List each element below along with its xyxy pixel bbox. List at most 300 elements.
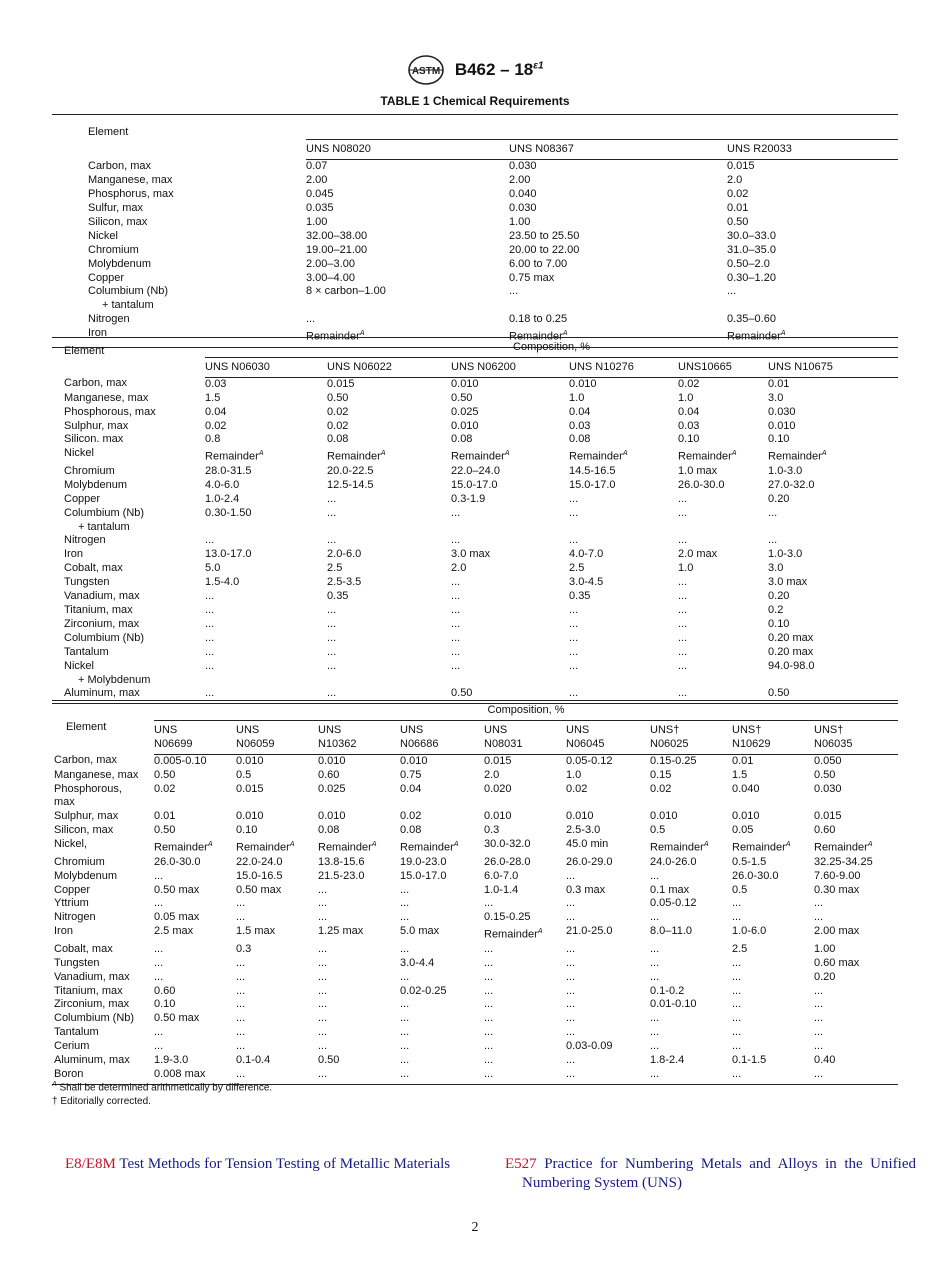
cell [768, 590, 898, 604]
cell [727, 216, 898, 230]
cell [318, 998, 400, 1012]
cell-value: ... [484, 1012, 494, 1025]
cell [650, 783, 732, 811]
cell-value: 2.5 max [154, 925, 194, 938]
element-name [52, 377, 205, 391]
cell-value: 0.07 [306, 160, 328, 173]
cell [768, 406, 898, 420]
cell-value: ... [154, 1040, 164, 1053]
cell-value: 0.1-0.2 [650, 984, 685, 997]
cell [484, 957, 566, 971]
cell-value: ... [678, 590, 688, 603]
cell-value: ... [400, 883, 410, 896]
cell-value: 0.03-0.09 [566, 1040, 613, 1053]
column-header-line1: UNS† [650, 723, 680, 736]
cell-value: 0.02 [400, 810, 422, 823]
element-name [52, 493, 205, 507]
cell [569, 604, 678, 618]
cell [400, 1040, 484, 1054]
column-header: UNS N08367 [509, 140, 727, 160]
table-row [52, 534, 898, 548]
cell [327, 479, 451, 493]
table-row [52, 576, 898, 590]
cell [732, 1040, 814, 1054]
cell-value: 15.0-17.0 [400, 869, 447, 882]
cell-value: 0.50 [154, 824, 176, 837]
cell [814, 998, 898, 1012]
cell-value: ... [566, 1054, 576, 1067]
cell-value: 26.0-30.0 [678, 478, 725, 491]
cell [650, 856, 732, 870]
cell-value: ... [154, 970, 164, 983]
cell-value: ... [236, 1067, 246, 1080]
cell [318, 897, 400, 911]
cell-value: 0.015 [814, 810, 842, 823]
element-label: Manganese, max [88, 174, 173, 187]
element-label: Zirconium, max [54, 998, 130, 1011]
cell-value: ... [306, 313, 316, 326]
cell-value: ... [678, 576, 688, 589]
cell-value: 0.010 [732, 810, 760, 823]
cell-value: 2.00 [306, 174, 328, 187]
cell-value: ... [678, 631, 688, 644]
cell [205, 548, 327, 562]
cell-value: 0.010 [569, 377, 597, 390]
cell [566, 856, 650, 870]
cell-value: 0.010 [400, 754, 428, 767]
column-header [814, 720, 898, 754]
cell [154, 810, 236, 824]
cell-value: ... [318, 883, 328, 896]
footnote-mark: A [622, 450, 628, 458]
cell [484, 998, 566, 1012]
cell [451, 590, 569, 604]
cell-value: ... [484, 897, 494, 910]
cell-value: 0.02 [327, 419, 349, 432]
cell [205, 632, 327, 646]
cell [484, 971, 566, 985]
cell [727, 230, 898, 244]
cell-value: 0.30–1.20 [727, 271, 776, 284]
cell-value: ... [318, 942, 328, 955]
cell-value: 0.60 max [814, 956, 860, 969]
element-name [88, 272, 306, 286]
cell-value: ... [327, 534, 337, 547]
table-row [52, 420, 898, 434]
element-label: Copper [88, 271, 125, 284]
cell [814, 884, 898, 898]
cell [154, 769, 236, 783]
element-label: Columbium (Nb) [88, 285, 169, 298]
cell-value: ... [400, 897, 410, 910]
cell-value: Remainder [327, 451, 381, 463]
table-row [52, 160, 898, 174]
cell-value: ... [569, 645, 579, 658]
element-name [52, 507, 205, 535]
cell-value: 3.0-4.4 [400, 956, 435, 969]
cell [400, 911, 484, 925]
cell-value: ... [650, 970, 660, 983]
cell [318, 1054, 400, 1068]
cell-value: 0.50 [727, 215, 749, 228]
cell [327, 465, 451, 479]
cell-value: 15.0-17.0 [569, 478, 616, 491]
cell-value: ... [318, 1012, 328, 1025]
cell [732, 856, 814, 870]
cell [306, 258, 509, 272]
cell-value: 0.035 [306, 202, 334, 215]
cell [484, 838, 566, 856]
cell-value: ... [327, 603, 337, 616]
cell [650, 911, 732, 925]
cell-value: 8 × carbon–1.00 [306, 285, 386, 298]
element-name [52, 971, 154, 985]
cell-value: ... [566, 1012, 576, 1025]
cell [509, 160, 727, 174]
cell-value: 0.20 [768, 492, 790, 505]
cell-value: ... [650, 942, 660, 955]
cell [678, 562, 768, 576]
table-row [52, 244, 898, 258]
table-row [52, 870, 898, 884]
cell [154, 911, 236, 925]
cell [451, 548, 569, 562]
cell [306, 174, 509, 188]
cell [236, 1040, 318, 1054]
table-row [52, 754, 898, 768]
cell-value: ... [318, 984, 328, 997]
cell [318, 870, 400, 884]
cell [566, 897, 650, 911]
cell [400, 810, 484, 824]
element-label: Manganese, max [54, 768, 139, 781]
cell-value: ... [451, 506, 461, 519]
cell [451, 660, 569, 688]
cell [236, 1054, 318, 1068]
reference-e527[interactable] [505, 1155, 916, 1193]
cell [318, 1068, 400, 1084]
chemical-requirements-table-2 [52, 337, 898, 704]
cell [814, 856, 898, 870]
cell [732, 870, 814, 884]
cell-value: 2.00 max [814, 925, 860, 938]
cell-value: ... [205, 687, 215, 700]
cell [768, 534, 898, 548]
cell [650, 985, 732, 999]
cell [327, 590, 451, 604]
cell-value: ... [566, 970, 576, 983]
element-label: Yttrium [54, 897, 89, 910]
cell [569, 479, 678, 493]
cell-value: ... [566, 897, 576, 910]
cell-value: 0.03 [205, 377, 227, 390]
table-row [52, 590, 898, 604]
cell-value: 0.3-1.9 [451, 492, 486, 505]
cell [727, 285, 898, 313]
cell-value: ... [566, 1067, 576, 1080]
cell-value: ... [650, 1040, 660, 1053]
cell [236, 957, 318, 971]
cell [768, 660, 898, 688]
cell [566, 1068, 650, 1084]
cell-value: ... [569, 631, 579, 644]
cell [732, 897, 814, 911]
cell [732, 884, 814, 898]
element-label: Copper [54, 883, 91, 896]
cell [566, 870, 650, 884]
element-name [52, 810, 154, 824]
element-label: Nickel, [54, 838, 88, 851]
cell [400, 838, 484, 856]
cell [678, 406, 768, 420]
cell [569, 590, 678, 604]
table-row [52, 479, 898, 493]
element-label: Silicon, max [88, 215, 148, 228]
cell [400, 1068, 484, 1084]
cell-value: Remainder [650, 841, 704, 854]
cell [451, 618, 569, 632]
cell [318, 884, 400, 898]
cell-value: 5.0 max [400, 925, 440, 938]
cell-value: Remainder [732, 841, 786, 854]
cell-value: 0.01 [727, 202, 749, 215]
cell-value: ... [400, 1040, 410, 1053]
cell-value: ... [569, 687, 579, 700]
table-row [52, 957, 898, 971]
cell [318, 810, 400, 824]
cell-value: ... [236, 897, 246, 910]
cell-value: 0.02 [205, 419, 227, 432]
element-label: Phosphorous, [54, 782, 122, 795]
element-label: Columbium (Nb) [54, 1012, 135, 1025]
cell-value: 0.05-0.12 [650, 897, 697, 910]
cell [732, 754, 814, 768]
cell-value: 0.35 [569, 590, 591, 603]
cell [566, 838, 650, 856]
cell [451, 447, 569, 465]
cell [732, 769, 814, 783]
element-name [88, 230, 306, 244]
element-name [52, 1012, 154, 1026]
footnote-dagger: † Editorially corrected. [52, 1096, 151, 1107]
cell [484, 810, 566, 824]
cell-value: ... [154, 1026, 164, 1039]
column-header: UNS N06030 [205, 357, 327, 377]
cell-value: 32.00–38.00 [306, 229, 368, 242]
cell [205, 433, 327, 447]
cell [569, 392, 678, 406]
table-row [52, 769, 898, 783]
element-name [52, 783, 154, 811]
cell [678, 604, 768, 618]
cell-value: 0.05 [732, 824, 754, 837]
cell-value: ... [236, 970, 246, 983]
cell-value: 0.025 [451, 405, 479, 418]
cell-value: ... [451, 645, 461, 658]
column-header [154, 720, 236, 754]
cell-value: ... [318, 1026, 328, 1039]
cell [318, 1012, 400, 1026]
cell [327, 660, 451, 688]
footnote-mark: A [380, 450, 386, 458]
astm-logo-icon [406, 54, 446, 86]
cell-value: 0.30-1.50 [205, 506, 252, 519]
cell-value: ... [814, 998, 824, 1011]
cell [768, 420, 898, 434]
table-row [52, 604, 898, 618]
cell [236, 884, 318, 898]
cell [154, 838, 236, 856]
table-row [52, 838, 898, 856]
cell-value: ... [569, 506, 579, 519]
cell [569, 660, 678, 688]
cell-value: ... [732, 970, 742, 983]
element-label: Nickel [64, 447, 94, 460]
table-row [52, 911, 898, 925]
cell [327, 646, 451, 660]
cell-value: 0.30 max [814, 883, 860, 896]
cell-value: 1.9-3.0 [154, 1054, 189, 1067]
column-header: UNS10665 [678, 357, 768, 377]
cell-value: 0.010 [650, 810, 678, 823]
cell [318, 925, 400, 943]
footnote-mark: A [562, 330, 568, 338]
cell-value: ... [236, 1040, 246, 1053]
cell-value: ... [678, 603, 688, 616]
cell [768, 447, 898, 465]
cell-value: 0.50 [451, 687, 473, 700]
element-label: Chromium [54, 855, 105, 868]
cell [205, 377, 327, 391]
table-row [52, 433, 898, 447]
cell [678, 576, 768, 590]
cell-value: 0.04 [400, 782, 422, 795]
cell-value: ... [566, 869, 576, 882]
cell-value: 20.0-22.5 [327, 464, 374, 477]
element-name [52, 420, 205, 434]
column-header [650, 720, 732, 754]
cell [484, 897, 566, 911]
cell-value: 0.18 to 0.25 [509, 313, 568, 326]
cell [205, 420, 327, 434]
column-header: UNS N06200 [451, 357, 569, 377]
element-label: Cobalt, max [64, 562, 123, 575]
cell-value: ... [484, 1067, 494, 1080]
cell-value: 0.05-0.12 [566, 754, 613, 767]
page-number: 2 [471, 1220, 479, 1235]
element-name [52, 824, 154, 838]
cell [484, 769, 566, 783]
cell [566, 810, 650, 824]
cell [650, 884, 732, 898]
cell [650, 1054, 732, 1068]
cell [569, 632, 678, 646]
cell [650, 943, 732, 957]
column-header: UNS N10276 [569, 357, 678, 377]
reference-e8[interactable] [65, 1155, 477, 1174]
element-label: Silicon, max [54, 824, 114, 837]
table-row [52, 1040, 898, 1054]
element-name [52, 406, 205, 420]
element-name [52, 548, 205, 562]
cell-value: ... [566, 984, 576, 997]
column-header [318, 720, 400, 754]
element-label: Nickel [64, 659, 94, 672]
element-label: Manganese, max [64, 391, 149, 404]
cell-value: ... [678, 506, 688, 519]
cell [509, 174, 727, 188]
cell-value: 28.0-31.5 [205, 464, 252, 477]
cell-value: ... [154, 869, 164, 882]
cell [569, 406, 678, 420]
cell [814, 754, 898, 768]
cell [451, 632, 569, 646]
cell [205, 534, 327, 548]
cell [569, 507, 678, 535]
cell-value: 0.030 [509, 160, 537, 173]
cell-value: ... [236, 956, 246, 969]
cell [154, 985, 236, 999]
cell [236, 998, 318, 1012]
cell-value: 0.5 [732, 883, 748, 896]
column-header [484, 720, 566, 754]
cell-value: ... [205, 645, 215, 658]
cell [768, 392, 898, 406]
element-label: Columbium (Nb) [64, 631, 145, 644]
cell [484, 911, 566, 925]
cell-value: ... [768, 506, 778, 519]
cell-value: 0.02 [727, 188, 749, 201]
cell-value: 0.010 [236, 810, 264, 823]
table-row [52, 188, 898, 202]
column-header-line2: N06025 [650, 737, 689, 750]
cell [451, 646, 569, 660]
column-header: UNS N08020 [306, 140, 509, 160]
table-row [52, 646, 898, 660]
cell-value: Remainder [814, 841, 868, 854]
cell [484, 1026, 566, 1040]
cell-value: 23.50 to 25.50 [509, 229, 580, 242]
cell-value: 0.02 [650, 782, 672, 795]
cell [154, 943, 236, 957]
cell-value: 26.0-29.0 [566, 855, 613, 868]
cell [569, 493, 678, 507]
cell-value: 0.20 [814, 970, 836, 983]
cell [678, 433, 768, 447]
footnote-mark: A [703, 841, 709, 849]
cell [451, 562, 569, 576]
cell-value: ... [484, 956, 494, 969]
cell-value: ... [566, 1026, 576, 1039]
cell [569, 465, 678, 479]
cell [154, 783, 236, 811]
cell [814, 838, 898, 856]
cell-value: 0.50 max [154, 883, 200, 896]
table-row [52, 985, 898, 999]
cell-value: 2.5-3.0 [566, 824, 601, 837]
table-header-row [52, 338, 898, 358]
cell [306, 272, 509, 286]
cell-value: 0.20 [768, 590, 790, 603]
cell-value: 0.40 [814, 1054, 836, 1067]
cell [451, 377, 569, 391]
cell [451, 392, 569, 406]
cell-value: ... [566, 911, 576, 924]
footnote-mark: A [289, 841, 295, 849]
element-label: Sulphur, max [64, 419, 129, 432]
table-title: TABLE 1 Chemical Requirements [380, 94, 570, 108]
cell-value: ... [318, 911, 328, 924]
